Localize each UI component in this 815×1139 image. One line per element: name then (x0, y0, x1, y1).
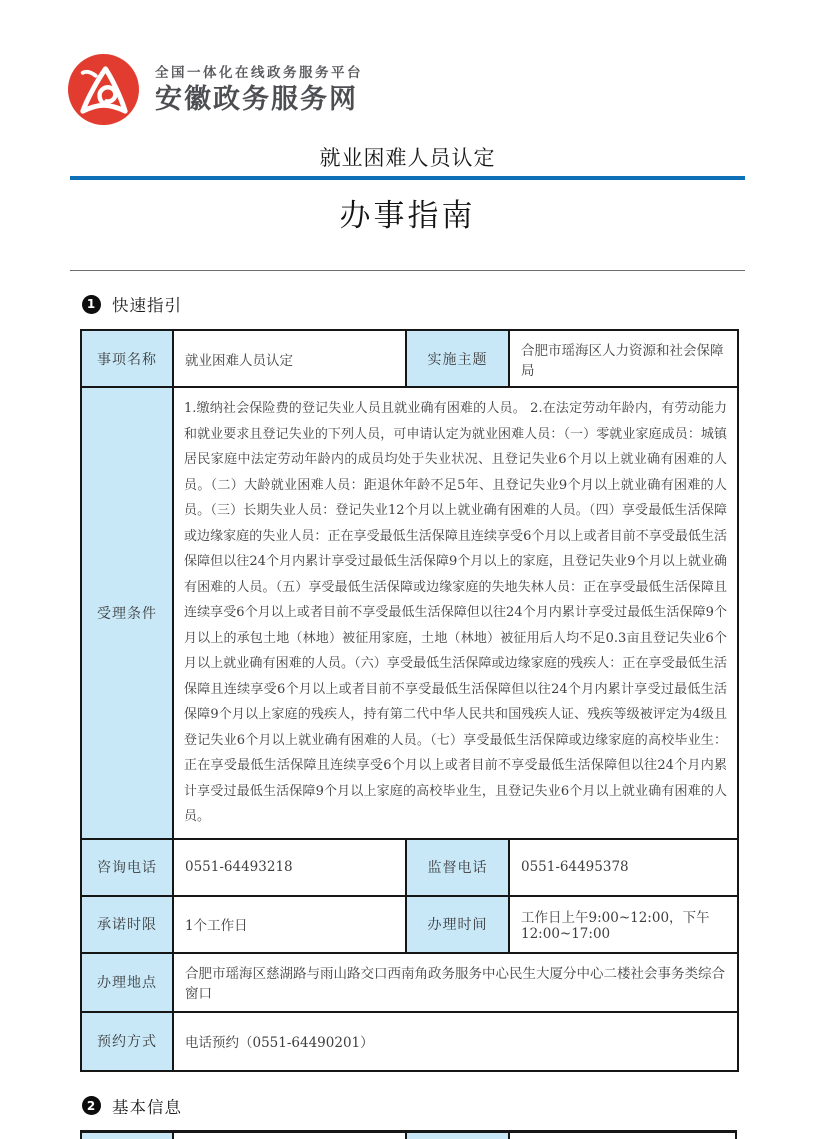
conditions-value: 1.缴纳社会保险费的登记失业人员且就业确有困难的人员。 2.在法定劳动年龄内，有劳动能力和就业要求且登记失业的下列人员，可申请认定为就业困难人员：（一）零就业家庭成员：城镇居民家庭中法定劳动年龄内的成员均处于失业状况、且登记失业6个月以上就业确有困难的人员。（二）大龄就业困难人员：距退休年龄不足5年、且登记失业9个月以上就业确有困难的人员。（三）长期失业人员：登记失业12个月以上就业确有困难的人员。（四）享受最低生活保障或边缘家庭的失业人员：正在享受最低生活保障且连续享受6个月以上或者目前不享受最低生活保障但以往24个月内累计享受过最低生活保障9个月以上的家庭，且登记失业9个月以上就业确有困难的人员。（五）享受最低生活保障或边缘家庭的失地失林人员：正在享受最低生活保障且连续享受6个月以上或者目前不享受最低生活保障但以往24个月内累计享受过最低生活保障9个月以上的承包土地（林地）被征用家庭，土地（林地）被征用后人均不足0.3亩且登记失业6个月以上就业确有困难的人员。（六）享受最低生活保障或边缘家庭的残疾人：正在享受最低生活保障且连续享受6个月以上或者目前不享受最低生活保障但以往24个月内累计享受过最低生活保障9个月以上家庭的残疾人，持有第二代中华人民共和国残疾人证、残疾等级被评定为4级且登记失业6个月以上就业确有困难的人员。（七）享受最低生活保障或边缘家庭的高校毕业生：正在享受最低生活保障且连续享受6个月以上或者目前不享受最低生活保障但以往24个月内累计享受过最低生活保障9个月以上家庭的高校毕业生，且登记失业6个月以上就业确有困难的人员。 (173, 387, 738, 839)
quick-guide-table (80, 329, 739, 1072)
office-hours-label: 办理时间 (406, 896, 509, 953)
supervise-phone-value: 0551-64495378 (509, 839, 738, 896)
site-header (68, 54, 363, 125)
section-basic-info (82, 1094, 735, 1118)
supervise-phone-label: 监督电话 (406, 839, 509, 896)
consult-phone-value: 0551-64493218 (173, 839, 406, 896)
item-name-label: 事项名称 (81, 330, 173, 387)
time-limit-label: 承诺时限 (81, 896, 173, 953)
table-row (81, 330, 738, 387)
time-limit-value: 1个工作日 (173, 896, 406, 953)
subject-value: 合肥市瑶海区人力资源和社会保障局 (509, 330, 738, 387)
title-underline (70, 176, 745, 180)
table-row (81, 839, 738, 896)
table-row (81, 1012, 738, 1071)
section-2-title: 基本信息 (112, 1097, 182, 1117)
main-content (80, 292, 737, 1139)
section-2-number-badge: 2 (82, 1096, 101, 1115)
site-name: 安徽政务服务网 (155, 83, 358, 115)
guide-title: 办事指南 (339, 198, 476, 234)
basic-info-table-clipped-top (80, 1130, 737, 1139)
header-divider (70, 270, 745, 271)
logo-text-block (155, 64, 363, 116)
table-row (81, 896, 738, 953)
subject-label: 实施主题 (406, 330, 509, 387)
conditions-label: 受理条件 (81, 387, 173, 839)
location-value: 合肥市瑶海区慈湖路与雨山路交口西南角政务服务中心民生大厦分中心二楼社会事务类综合窗口 (173, 953, 738, 1012)
booking-value: 电话预约（0551-64490201） (173, 1012, 738, 1071)
table-row (81, 953, 738, 1012)
document-title: 就业困难人员认定 (319, 146, 496, 170)
clipped-label-cell (82, 1133, 174, 1139)
platform-name: 全国一体化在线政务服务平台 (155, 64, 363, 81)
item-name-value: 就业困难人员认定 (173, 330, 406, 387)
office-hours-value: 工作日上午9:00~12:00，下午12:00~17:00 (509, 896, 738, 953)
location-label: 办理地点 (81, 953, 173, 1012)
clipped-label-cell (405, 1133, 510, 1139)
table-row (81, 387, 738, 839)
consult-phone-label: 咨询电话 (81, 839, 173, 896)
section-1-number-badge: 1 (82, 295, 101, 314)
anhui-gov-logo-icon (68, 54, 139, 125)
booking-label: 预约方式 (81, 1012, 173, 1071)
section-quick-guide (82, 292, 735, 316)
section-1-title: 快速指引 (112, 296, 182, 315)
